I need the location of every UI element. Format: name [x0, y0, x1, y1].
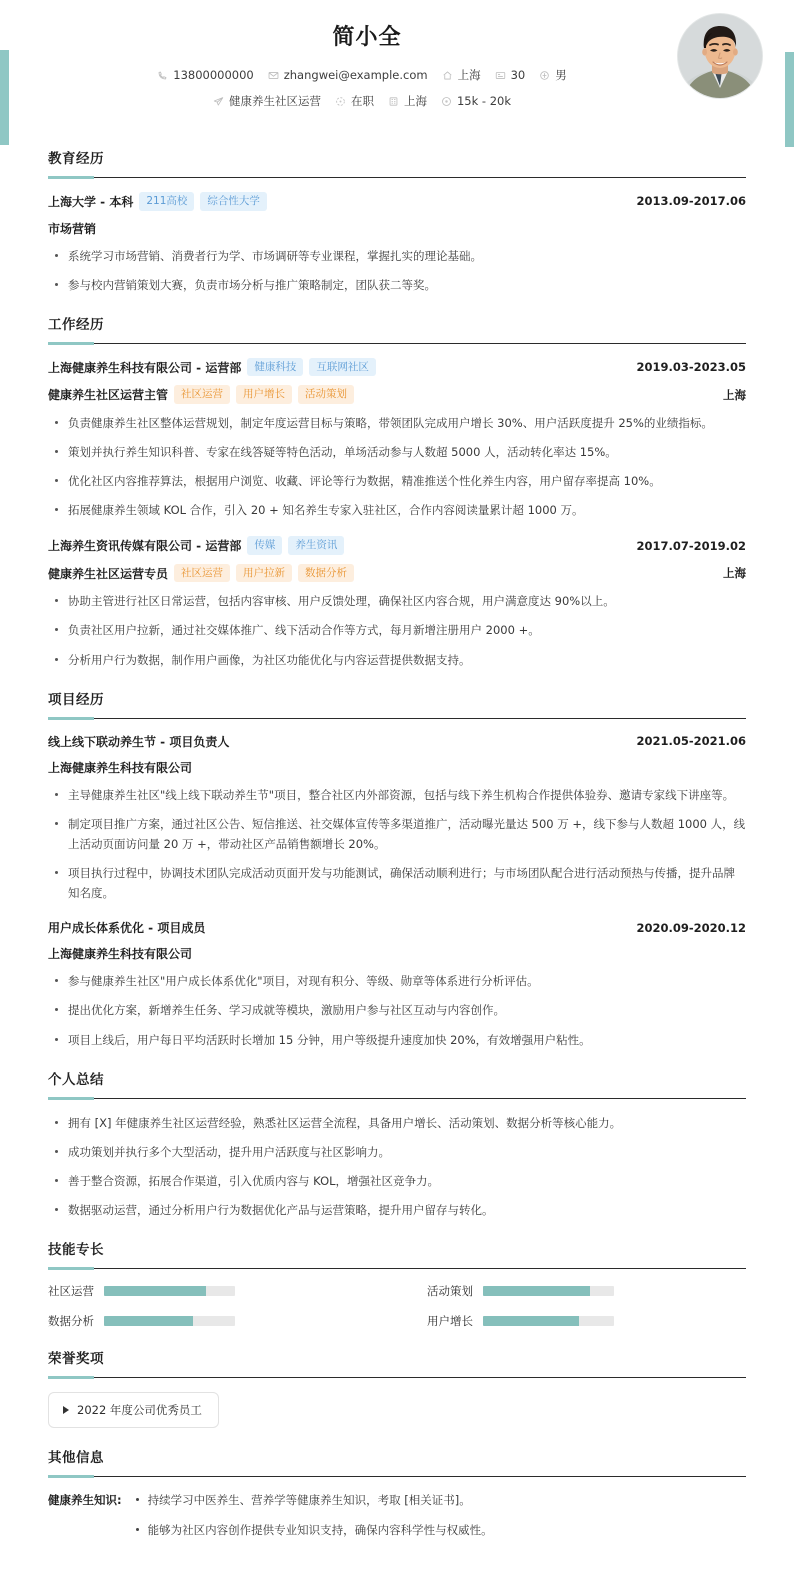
contact-text: 15k - 20k: [456, 94, 512, 108]
bullet-item: 拥有 [X] 年健康养生社区运营经验，熟悉社区运营全流程，具备用户增长、活动策划、数据分析等核心能力。: [48, 1113, 746, 1133]
skill-label: 社区运营: [48, 1284, 94, 1299]
section-title: 其他信息: [48, 1450, 104, 1467]
work-location: 上海: [723, 566, 746, 580]
contact-item: [157, 68, 253, 82]
bullet-item: 主导健康养生社区"线上线下联动养生节"项目，整合社区内外部资源，包括与线下养生机构合作提供体验券、邀请专家线下讲座等。: [48, 785, 746, 805]
bullet-item: 拓展健康养生领域 KOL 合作，引入 20 + 知名养生专家入驻社区，合作内容阅读量累计超 1000 万。: [48, 500, 746, 520]
resume-header: [0, 0, 794, 129]
section-skills: [0, 1238, 794, 1329]
company-tag: 养生资讯: [288, 536, 344, 555]
entry-left-group: [48, 192, 267, 211]
contact-text: 健康养生社区运营: [228, 94, 321, 108]
avatar: [678, 14, 762, 98]
education-bullet-list: [48, 246, 746, 295]
project-name: 用户成长体系优化 - 项目成员: [48, 921, 206, 936]
section-underline-accent: [48, 1097, 94, 1100]
skill-label: 用户增长: [427, 1314, 473, 1329]
company-name: 上海养生资讯传媒有限公司 - 运营部: [48, 539, 242, 553]
section-underline-accent: [48, 176, 94, 179]
section-header-project: [48, 688, 746, 719]
project-date: 2021.05-2021.06: [636, 734, 746, 749]
bullet-item: 制定项目推广方案，通过社区公告、短信推送、社交媒体宣传等多渠道推广，活动曝光量达 500 万 +，线下参与人数超 1000 人，线上活动页面访问量 20 万 +，带动社区产品销售额增长 20%。: [48, 814, 746, 854]
skill-progress-fill: [104, 1286, 206, 1296]
section-underline-accent: [48, 342, 94, 345]
education-entry: [48, 192, 746, 295]
work-location: 上海: [723, 387, 746, 402]
contact-item: [213, 93, 321, 109]
entry-role-line: [48, 564, 746, 583]
section-underline-accent: [48, 1475, 94, 1478]
section-underline-accent: [48, 717, 94, 720]
contact-item: [442, 67, 481, 83]
entry-left-group: [48, 733, 229, 750]
skill-tag: 用户增长: [236, 385, 292, 404]
bullet-item: 项目上线后，用户每日平均活跃时长增加 15 分钟，用户等级提升速度加快 20%，有效增强用户粘性。: [48, 1030, 746, 1050]
contact-row-secondary: [40, 93, 754, 109]
home-icon: [442, 70, 453, 81]
contact-text: 男: [555, 68, 567, 82]
skill-tag: 社区运营: [174, 564, 230, 583]
skill-row: [48, 1313, 367, 1329]
work-date: 2017.07-2019.02: [636, 538, 746, 553]
skill-tag: 数据分析: [298, 564, 354, 583]
section-title: 项目经历: [48, 691, 104, 708]
bullet-item: 策划并执行养生知识科普、专家在线答疑等特色活动，单场活动参与人数超 5000 人，活动转化率达 15%。: [48, 442, 746, 462]
major-name: 市场营销: [48, 221, 97, 236]
entry-left-group: [48, 919, 205, 936]
skill-progress-fill: [483, 1316, 579, 1326]
bullet-item: 提出优化方案，新增养生任务、学习成就等模块，激励用户参与社区互动与内容创作。: [48, 1000, 746, 1020]
bullet-item: 项目执行过程中，协调技术团队完成活动页面开发与功能测试，确保活动顺利进行；与市场团队配合进行活动预热与传播，提升品牌知名度。: [48, 863, 746, 903]
bullet-item: 成功策划并执行多个大型活动，提升用户活跃度与社区影响力。: [48, 1142, 746, 1162]
entry-header-line: [48, 733, 746, 750]
other-info-row: [48, 1491, 746, 1550]
section-header-summary: [48, 1068, 746, 1099]
paper-plane-icon: [213, 96, 224, 107]
company-tag: 传媒: [247, 536, 282, 555]
bullet-item: 参与健康养生社区"用户成长体系优化"项目，对现有积分、等级、勋章等体系进行分析评估。: [48, 971, 746, 991]
project-company: 上海健康养生科技有限公司: [48, 760, 193, 775]
skill-tag: 活动策划: [298, 385, 354, 404]
skill-progress-fill: [483, 1286, 590, 1296]
entry-header-line: [48, 358, 746, 377]
company-tag: 健康科技: [247, 358, 303, 377]
project-date: 2020.09-2020.12: [636, 920, 746, 935]
section-header-work: [48, 313, 746, 344]
section-other-info: [0, 1446, 794, 1550]
section-honors: [0, 1347, 794, 1428]
work-date: 2019.03-2023.05: [636, 360, 746, 374]
project-entry: [48, 919, 746, 1049]
contact-text: 上海: [457, 68, 481, 82]
section-header-education: [48, 147, 746, 178]
honor-label: 2022 年度公司优秀员工: [77, 1403, 202, 1418]
bullet-item: 负责社区用户拉新，通过社交媒体推广、线下活动合作等方式，每月新增注册用户 2000 +。: [48, 620, 746, 640]
project-company: 上海健康养生科技有限公司: [48, 947, 193, 962]
candidate-name: 简小全: [332, 25, 402, 50]
other-info-label: 健康养生知识:: [48, 1493, 122, 1508]
id-card-icon: [495, 70, 506, 81]
bullet-item: 能够为社区内容创作提供专业知识支持，确保内容科学性与权威性。: [130, 1521, 493, 1539]
status-icon: [335, 96, 346, 107]
section-title: 工作经历: [48, 316, 104, 333]
skill-progress-bar: [483, 1316, 614, 1326]
play-triangle-icon: [63, 1406, 69, 1414]
skills-grid: [48, 1283, 746, 1329]
contact-row-primary: [40, 67, 754, 83]
skill-label: 活动策划: [427, 1284, 473, 1299]
project-name: 线上线下联动养生节 - 项目负责人: [48, 734, 230, 749]
school-name: 上海大学 - 本科: [48, 194, 134, 209]
bullet-item: 参与校内营销策划大赛，负责市场分析与推广策略制定，团队获二等奖。: [48, 275, 746, 295]
work-bullet-list: [48, 413, 746, 521]
section-summary: [0, 1068, 794, 1221]
other-bullet-list: [130, 1491, 493, 1550]
contact-text: zhangwei@example.com: [283, 68, 428, 82]
bullet-item: 优化社区内容推荐算法，根据用户浏览、收藏、评论等行为数据，精准推送个性化养生内容，用户留存率提高 10%。: [48, 471, 746, 491]
contact-item: [441, 94, 511, 108]
skill-row: [427, 1313, 746, 1329]
contact-text: 上海: [403, 94, 427, 108]
contact-text: 13800000000: [173, 68, 254, 82]
section-title: 荣誉奖项: [48, 1351, 104, 1368]
skill-progress-bar: [483, 1286, 614, 1296]
skill-tag: 社区运营: [174, 385, 230, 404]
bullet-item: 持续学习中医养生、营养学等健康养生知识，考取 [相关证书]。: [130, 1491, 493, 1509]
work-entry: [48, 536, 746, 669]
bullet-item: 负责健康养生社区整体运营规划，制定年度运营目标与策略，带领团队完成用户增长 30%、用户活跃度提升 25%的业绩指标。: [48, 413, 746, 433]
company-tag: 互联网社区: [309, 358, 376, 377]
bullet-item: 数据驱动运营，通过分析用户行为数据优化产品与运营策略，提升用户留存与转化。: [48, 1200, 746, 1220]
contact-text: 30: [510, 68, 526, 82]
entry-left-group: [48, 358, 376, 377]
contact-item: [539, 67, 567, 83]
contact-item: [335, 93, 374, 109]
bullet-item: 协助主管进行社区日常运营，包括内容审核、用户反馈处理，确保社区内容合规，用户满意度达 90%以上。: [48, 591, 746, 611]
section-title: 技能专长: [48, 1242, 104, 1259]
entry-header-line: [48, 536, 746, 555]
section-title: 教育经历: [48, 151, 104, 167]
work-bullet-list: [48, 591, 746, 669]
job-title: 健康养生社区运营专员: [48, 566, 169, 581]
school-tag: 211高校: [139, 192, 194, 211]
skill-progress-fill: [104, 1316, 193, 1326]
skill-tag: 用户拉新: [236, 564, 292, 583]
job-title: 健康养生社区运营主管: [48, 388, 169, 402]
entry-left-group: [48, 564, 354, 583]
section-project: [0, 688, 794, 1050]
work-entry: [48, 358, 746, 521]
mail-icon: [268, 70, 279, 81]
bullet-item: 善于整合资源，拓展合作渠道，引入优质内容与 KOL，增强社区竞争力。: [48, 1171, 746, 1191]
entry-header-line: [48, 919, 746, 936]
entry-left-group: [48, 536, 344, 555]
bullet-item: 分析用户行为数据，制作用户画像，为社区功能优化与内容运营提供数据支持。: [48, 650, 746, 670]
section-education: [0, 147, 794, 295]
skill-progress-bar: [104, 1286, 235, 1296]
honor-item[interactable]: [48, 1392, 219, 1428]
section-underline-accent: [48, 1267, 94, 1270]
entry-header-line: [48, 192, 746, 211]
section-header-honors: [48, 1347, 746, 1378]
skill-row: [48, 1283, 367, 1299]
section-title: 个人总结: [48, 1071, 104, 1088]
project-entry: [48, 733, 746, 904]
entry-role-line: [48, 385, 746, 404]
bullet-item: 系统学习市场营销、消费者行为学、市场调研等专业课程，掌握扎实的理论基础。: [48, 246, 746, 266]
contact-text: 在职: [350, 94, 374, 108]
section-work: [0, 313, 794, 670]
contact-item: [388, 93, 427, 109]
project-bullet-list: [48, 971, 746, 1049]
company-name: 上海健康养生科技有限公司 - 运营部: [48, 360, 242, 375]
phone-icon: [157, 70, 168, 81]
skill-row: [427, 1283, 746, 1299]
section-header-skills: [48, 1238, 746, 1269]
contact-item: [495, 68, 526, 82]
project-bullet-list: [48, 785, 746, 904]
building-icon: [388, 96, 399, 107]
skill-label: 数据分析: [48, 1314, 94, 1329]
section-header-other: [48, 1446, 746, 1477]
summary-bullet-list: [48, 1113, 746, 1221]
skill-progress-bar: [104, 1316, 235, 1326]
section-underline-accent: [48, 1376, 94, 1379]
education-date: 2013.09-2017.06: [636, 194, 746, 209]
contact-item: [268, 68, 428, 82]
gender-icon: [539, 70, 550, 81]
school-tag: 综合性大学: [200, 192, 267, 211]
entry-left-group: [48, 385, 354, 404]
money-icon: [441, 96, 452, 107]
